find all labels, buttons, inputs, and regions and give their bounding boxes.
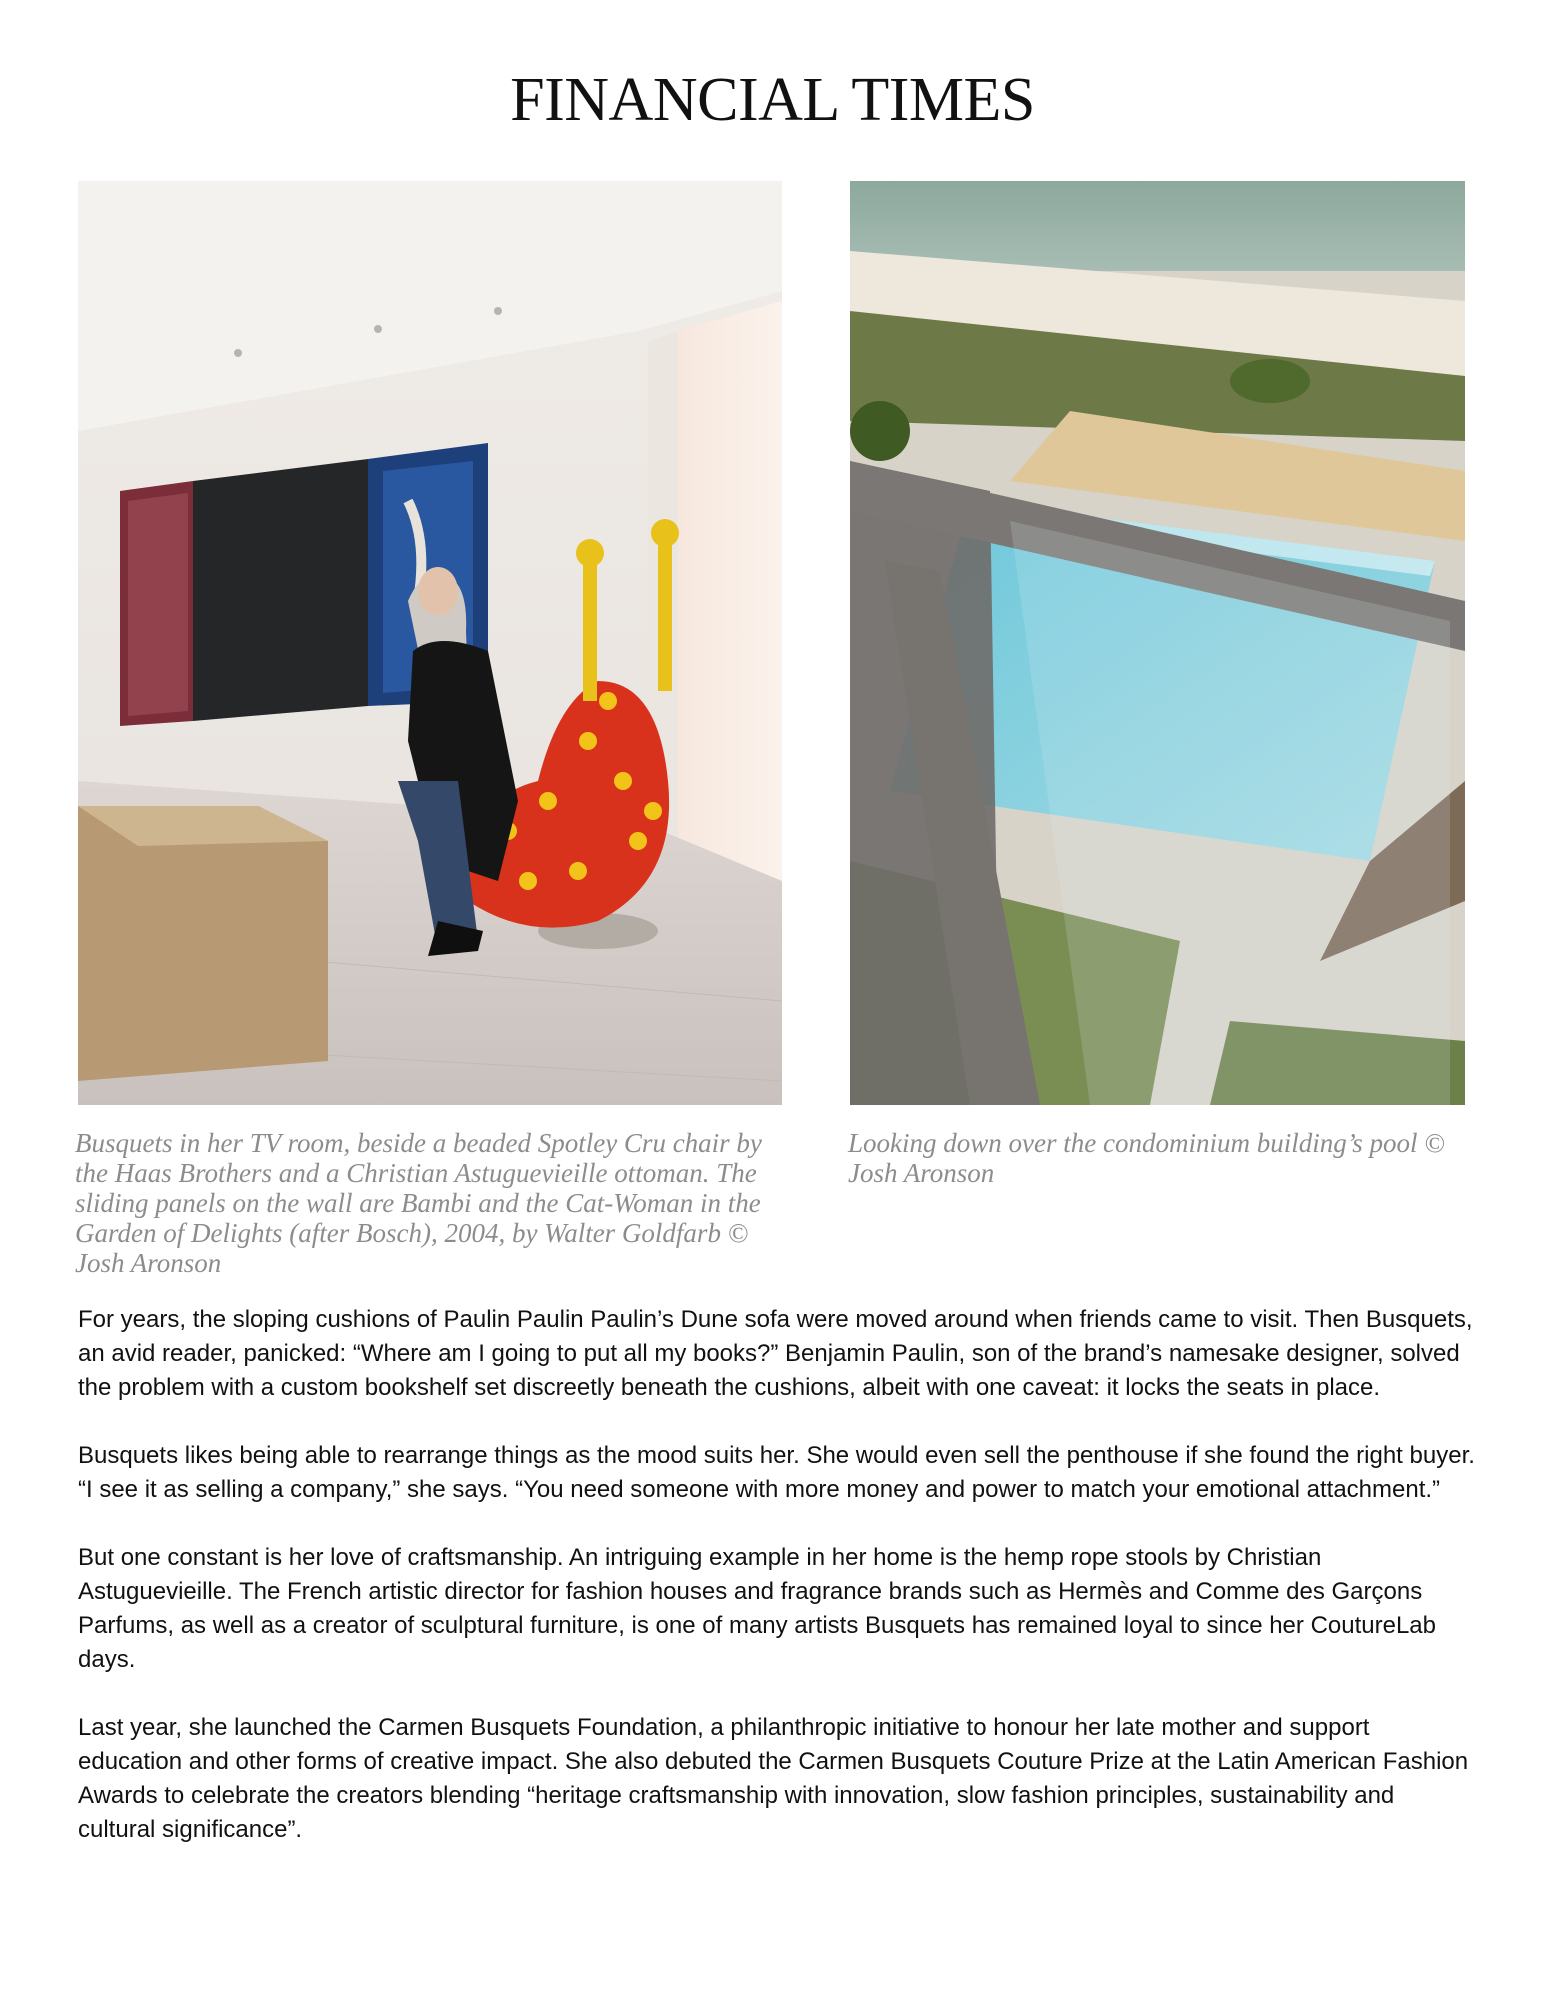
photo-caption: Looking down over the condominium building’s pool © Josh Aronson [848,1128,1445,1188]
article-body [78,1303,1478,1881]
photo-tv-room-illustration [78,181,782,1105]
article-paragraph: But one constant is her love of craftsmanship. An intriguing example in her home is the hemp rope stools by Christian Astuguevieille. The French artistic director for fashion houses and fragrance brands such as Hermès and Comme des Garçons Parfums, as well as a creator of sculptural furniture, is one of many artists Busquets has remained loyal to since her CoutureLab days. [78,1544,1436,1673]
article-paragraph: For years, the sloping cushions of Paulin Paulin Paulin’s Dune sofa were moved around when friends came to visit. Then Busquets, an avid reader, panicked: “Where am I going to put all my books?” Benjamin Paulin, son of the brand’s namesake designer, solved the problem with a custom bookshelf set discreetly beneath the cushions, albeit with one caveat: it locks the seats in place. [78,1306,1473,1401]
photo-caption: Busquets in her TV room, beside a beaded Spotley Cru chair by the Haas Brothers and a Christian Astuguevieille ottoman. The sliding panels on the wall are Bambi and the Cat-Woman in the Garden of Delights (after Bosch), 2004, by Walter Goldfarb © Josh Aronson [75,1128,762,1278]
photo-pool [850,181,1465,1105]
photo-pool-illustration [850,181,1465,1105]
photo-tv-room [78,181,782,1105]
article-paragraph: Last year, she launched the Carmen Busquets Foundation, a philanthropic initiative to honour her late mother and support education and other forms of creative impact. She also debuted the Carmen Busquets Couture Prize at the Latin American Fashion Awards to celebrate the creators blending “heritage craftsmanship with innovation, slow fashion principles, sustainability and cultural significance”. [78,1714,1469,1843]
article-paragraph: Busquets likes being able to rearrange things as the mood suits her. She would even sell the penthouse if she found the right buyer. “I see it as selling a company,” she says. “You need someone with more money and power to match your emotional attachment.” [78,1442,1475,1503]
masthead-title[interactable]: FINANCIAL TIMES [510,66,1035,134]
